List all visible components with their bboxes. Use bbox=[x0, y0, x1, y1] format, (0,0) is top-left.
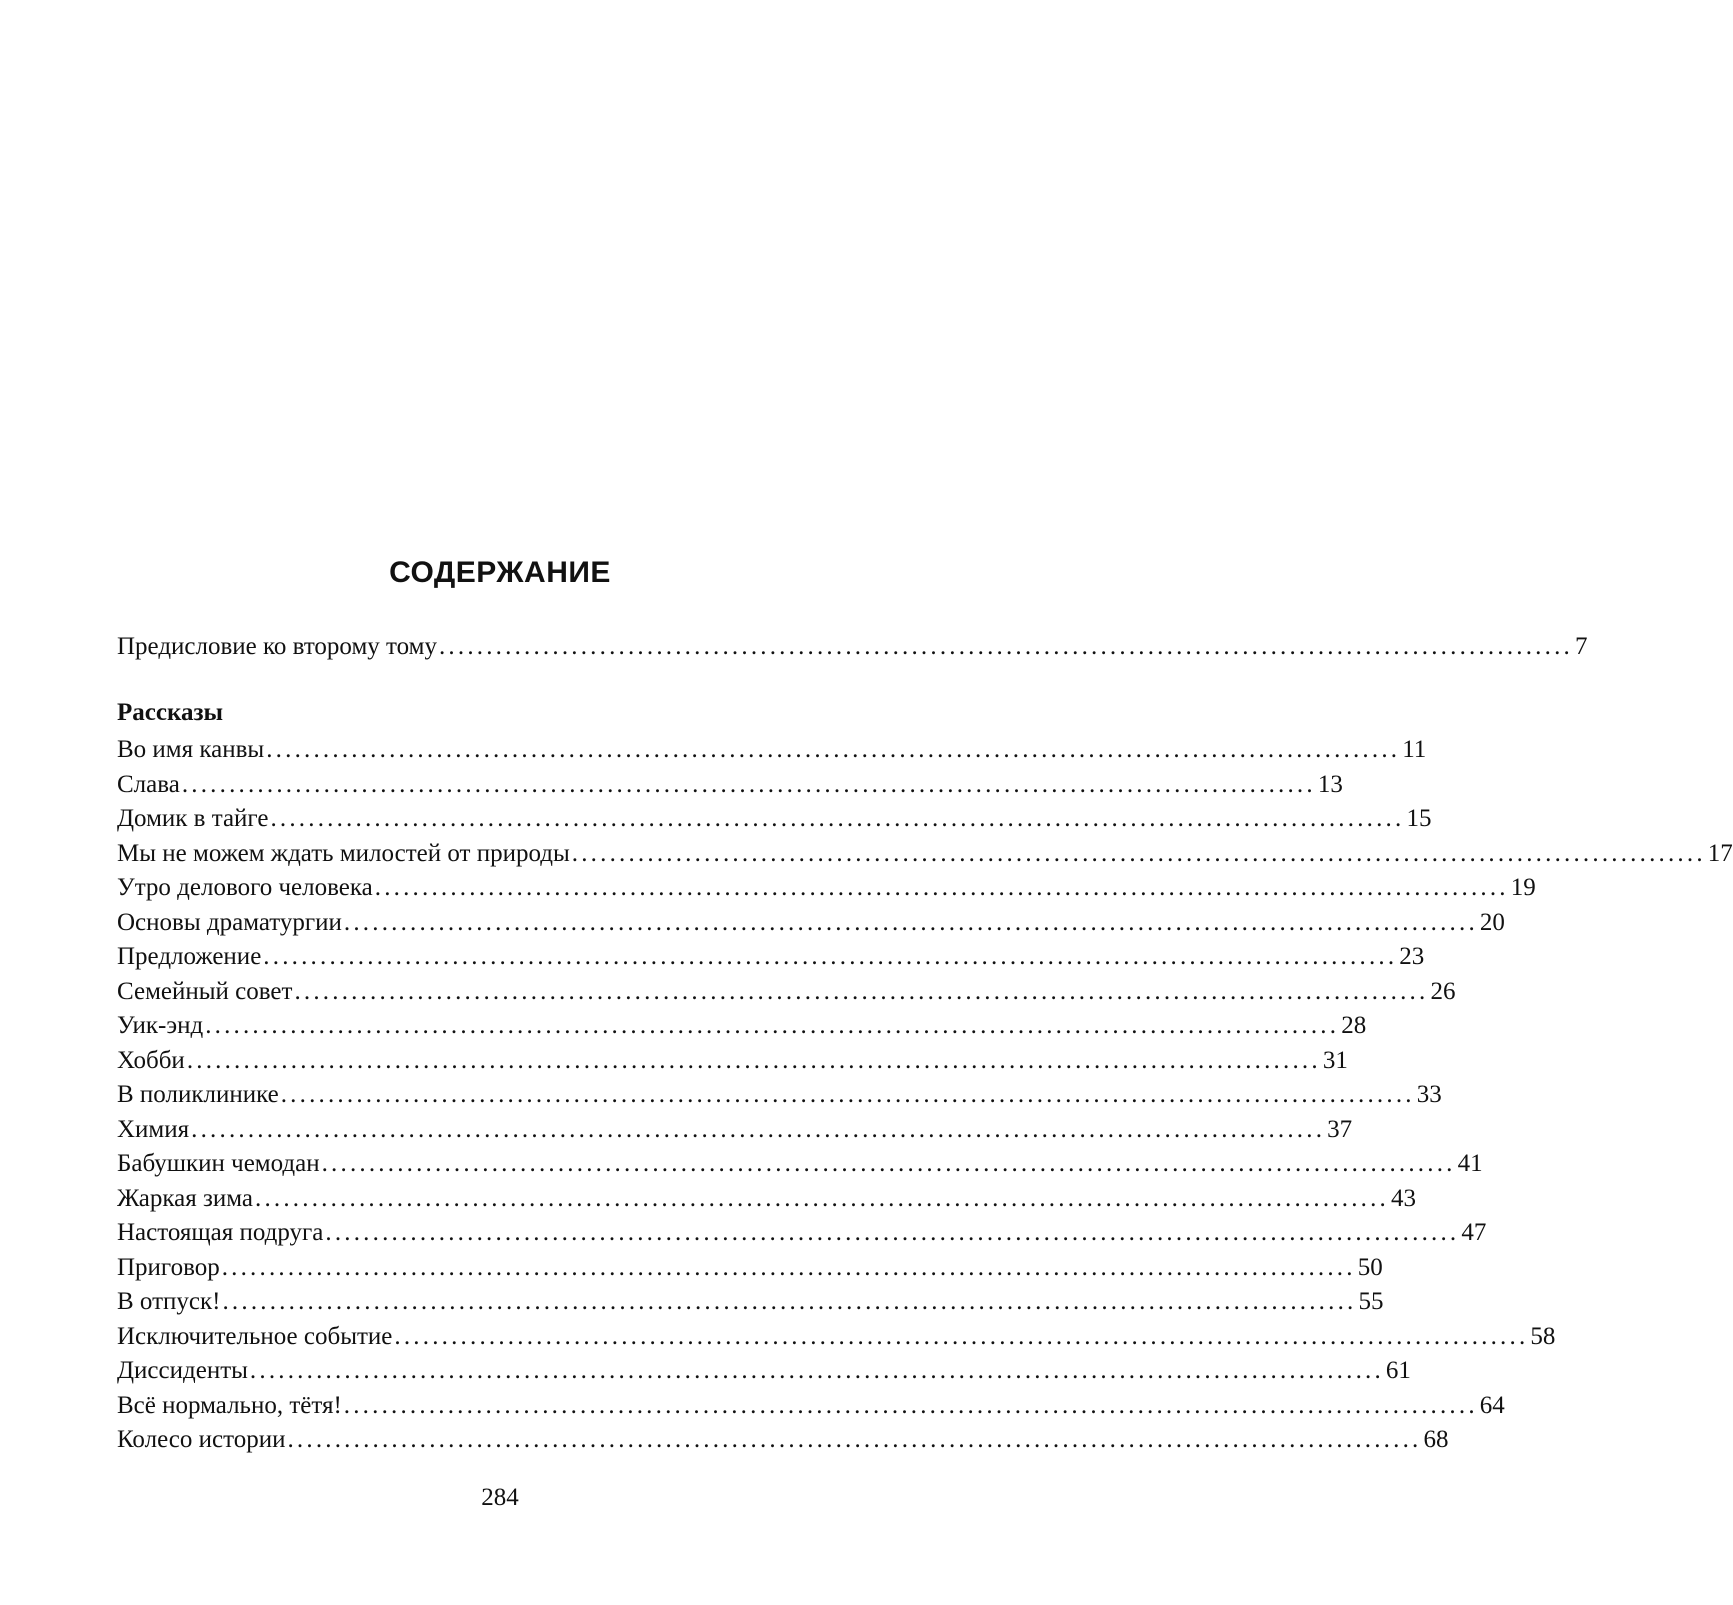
dot-leader: ........................................................................................................................ bbox=[221, 1253, 1356, 1281]
toc-entry-page: 19 bbox=[1510, 874, 1536, 901]
toc-entry-page: 43 bbox=[1391, 1184, 1416, 1212]
toc-entry-title: Мы не можем ждать милостей от природы bbox=[117, 839, 570, 867]
toc-entry-page: 68 bbox=[1423, 1426, 1449, 1453]
dot-leader: ........................................................................................................................ bbox=[438, 633, 1573, 660]
toc-entry-page: 15 bbox=[1406, 805, 1432, 832]
dot-leader: ........................................................................................................................ bbox=[270, 805, 1405, 832]
toc-entry[interactable] bbox=[117, 871, 1536, 906]
toc-entry-title: Приговор bbox=[117, 1253, 220, 1281]
dot-leader: ........................................................................................................................ bbox=[255, 1184, 1389, 1212]
toc-entry-page: 31 bbox=[1322, 1046, 1348, 1074]
toc-entry-title: Основы драматургии bbox=[117, 908, 342, 936]
dot-leader: ........................................................................................................................ bbox=[266, 736, 1401, 763]
toc-entry-title: Диссиденты bbox=[117, 1357, 248, 1384]
toc-entry[interactable] bbox=[117, 940, 1425, 975]
dot-leader: ........................................................................................................................ bbox=[287, 1426, 1422, 1453]
toc-entry-preface[interactable] bbox=[117, 630, 1588, 665]
toc-entry[interactable] bbox=[117, 802, 1432, 837]
toc-entry-title: Исключительное событие bbox=[117, 1322, 393, 1350]
dot-leader: ........................................................................................................................ bbox=[571, 839, 1706, 867]
dot-leader: ........................................................................................................................ bbox=[205, 1012, 1340, 1039]
toc-entry-page: 17 bbox=[1707, 839, 1733, 867]
page-number: 284 bbox=[481, 1484, 519, 1511]
toc-entry[interactable] bbox=[117, 975, 1456, 1010]
dot-leader: ........................................................................................................................ bbox=[343, 1391, 1478, 1419]
section-title-stories: Рассказы bbox=[117, 699, 224, 726]
toc-entry[interactable] bbox=[117, 1285, 1384, 1320]
toc-entry-title: Предложение bbox=[117, 943, 262, 970]
dot-leader: ........................................................................................................................ bbox=[249, 1357, 1384, 1384]
toc-entry-page: 26 bbox=[1430, 977, 1456, 1005]
toc-entry[interactable] bbox=[117, 1389, 1505, 1424]
dot-leader: ........................................................................................................................ bbox=[343, 908, 1478, 936]
toc-entry[interactable] bbox=[117, 1044, 1348, 1079]
dot-leader: ........................................................................................................................ bbox=[222, 1288, 1357, 1315]
toc-entry-page: 58 bbox=[1530, 1322, 1556, 1350]
dot-leader: ........................................................................................................................ bbox=[325, 1219, 1460, 1246]
toc-entry-title: В отпуск! bbox=[117, 1288, 221, 1315]
toc-entry-title: Предисловие ко второму тому bbox=[117, 633, 437, 660]
toc-entry[interactable] bbox=[117, 1216, 1487, 1251]
dot-leader: ........................................................................................................................ bbox=[181, 770, 1316, 798]
toc-entry-page: 11 bbox=[1402, 736, 1427, 763]
toc-entry-page: 61 bbox=[1385, 1357, 1411, 1384]
toc-entry-title: В поликлинике bbox=[117, 1081, 279, 1108]
toc-entry-page: 55 bbox=[1358, 1288, 1384, 1315]
toc-entry-title: Во имя канвы bbox=[117, 736, 265, 763]
toc-entry-title: Всё нормально, тётя! bbox=[117, 1391, 342, 1419]
page-title: СОДЕРЖАНИЕ bbox=[389, 556, 611, 589]
toc-entry-page: 41 bbox=[1457, 1150, 1483, 1177]
dot-leader: ........................................................................................................................ bbox=[394, 1322, 1529, 1350]
toc-entry[interactable] bbox=[117, 1182, 1416, 1217]
toc-entry-page: 28 bbox=[1341, 1012, 1367, 1039]
toc-entry[interactable] bbox=[117, 1009, 1367, 1044]
toc-entry[interactable] bbox=[117, 768, 1343, 803]
toc-entry-title: Настоящая подруга bbox=[117, 1219, 324, 1246]
toc-entry-title: Колесо истории bbox=[117, 1426, 286, 1453]
toc-entry-title: Бабушкин чемодан bbox=[117, 1150, 320, 1177]
toc-entry[interactable] bbox=[117, 1423, 1449, 1458]
toc-entry-page: 47 bbox=[1461, 1219, 1487, 1246]
toc-entry-page: 64 bbox=[1479, 1391, 1505, 1419]
toc-entry[interactable] bbox=[117, 1354, 1411, 1389]
dot-leader: ........................................................................................................................ bbox=[280, 1081, 1415, 1108]
toc-entry-page: 50 bbox=[1357, 1253, 1383, 1281]
dot-leader: ........................................................................................................................ bbox=[191, 1115, 1326, 1143]
toc-entry[interactable] bbox=[117, 906, 1505, 941]
toc-entry-page: 7 bbox=[1574, 633, 1588, 660]
toc-entry-title: Слава bbox=[117, 770, 180, 798]
toc-entry-title: Семейный совет bbox=[117, 977, 293, 1005]
toc-entry-title: Домик в тайге bbox=[117, 805, 269, 832]
toc-entry-page: 23 bbox=[1399, 943, 1425, 970]
toc-entry-page: 20 bbox=[1479, 908, 1505, 936]
toc-stories-list bbox=[117, 733, 1733, 1458]
toc-entry[interactable] bbox=[117, 1078, 1442, 1113]
toc-entry[interactable] bbox=[117, 1147, 1483, 1182]
toc-entry[interactable] bbox=[117, 837, 1733, 872]
toc-entry[interactable] bbox=[117, 1320, 1556, 1355]
toc-entry-title: Химия bbox=[117, 1115, 190, 1143]
toc-entry-page: 37 bbox=[1327, 1115, 1353, 1143]
dot-leader: ........................................................................................................................ bbox=[186, 1046, 1321, 1074]
dot-leader: ........................................................................................................................ bbox=[374, 874, 1509, 901]
dot-leader: ........................................................................................................................ bbox=[263, 943, 1398, 970]
toc-entry-title: Утро делового человека bbox=[117, 874, 373, 901]
toc-entry-title: Хобби bbox=[117, 1046, 185, 1074]
toc-entry[interactable] bbox=[117, 1113, 1353, 1148]
dot-leader: ........................................................................................................................ bbox=[294, 977, 1429, 1005]
toc-preface bbox=[117, 630, 1588, 665]
dot-leader: ........................................................................................................................ bbox=[321, 1150, 1456, 1177]
toc-entry-title: Жаркая зима bbox=[117, 1184, 253, 1212]
toc-entry-page: 13 bbox=[1317, 770, 1343, 798]
toc-entry[interactable] bbox=[117, 733, 1427, 768]
toc-entry-title: Уик-энд bbox=[117, 1012, 204, 1039]
toc-entry[interactable] bbox=[117, 1251, 1383, 1286]
toc-entry-page: 33 bbox=[1416, 1081, 1442, 1108]
